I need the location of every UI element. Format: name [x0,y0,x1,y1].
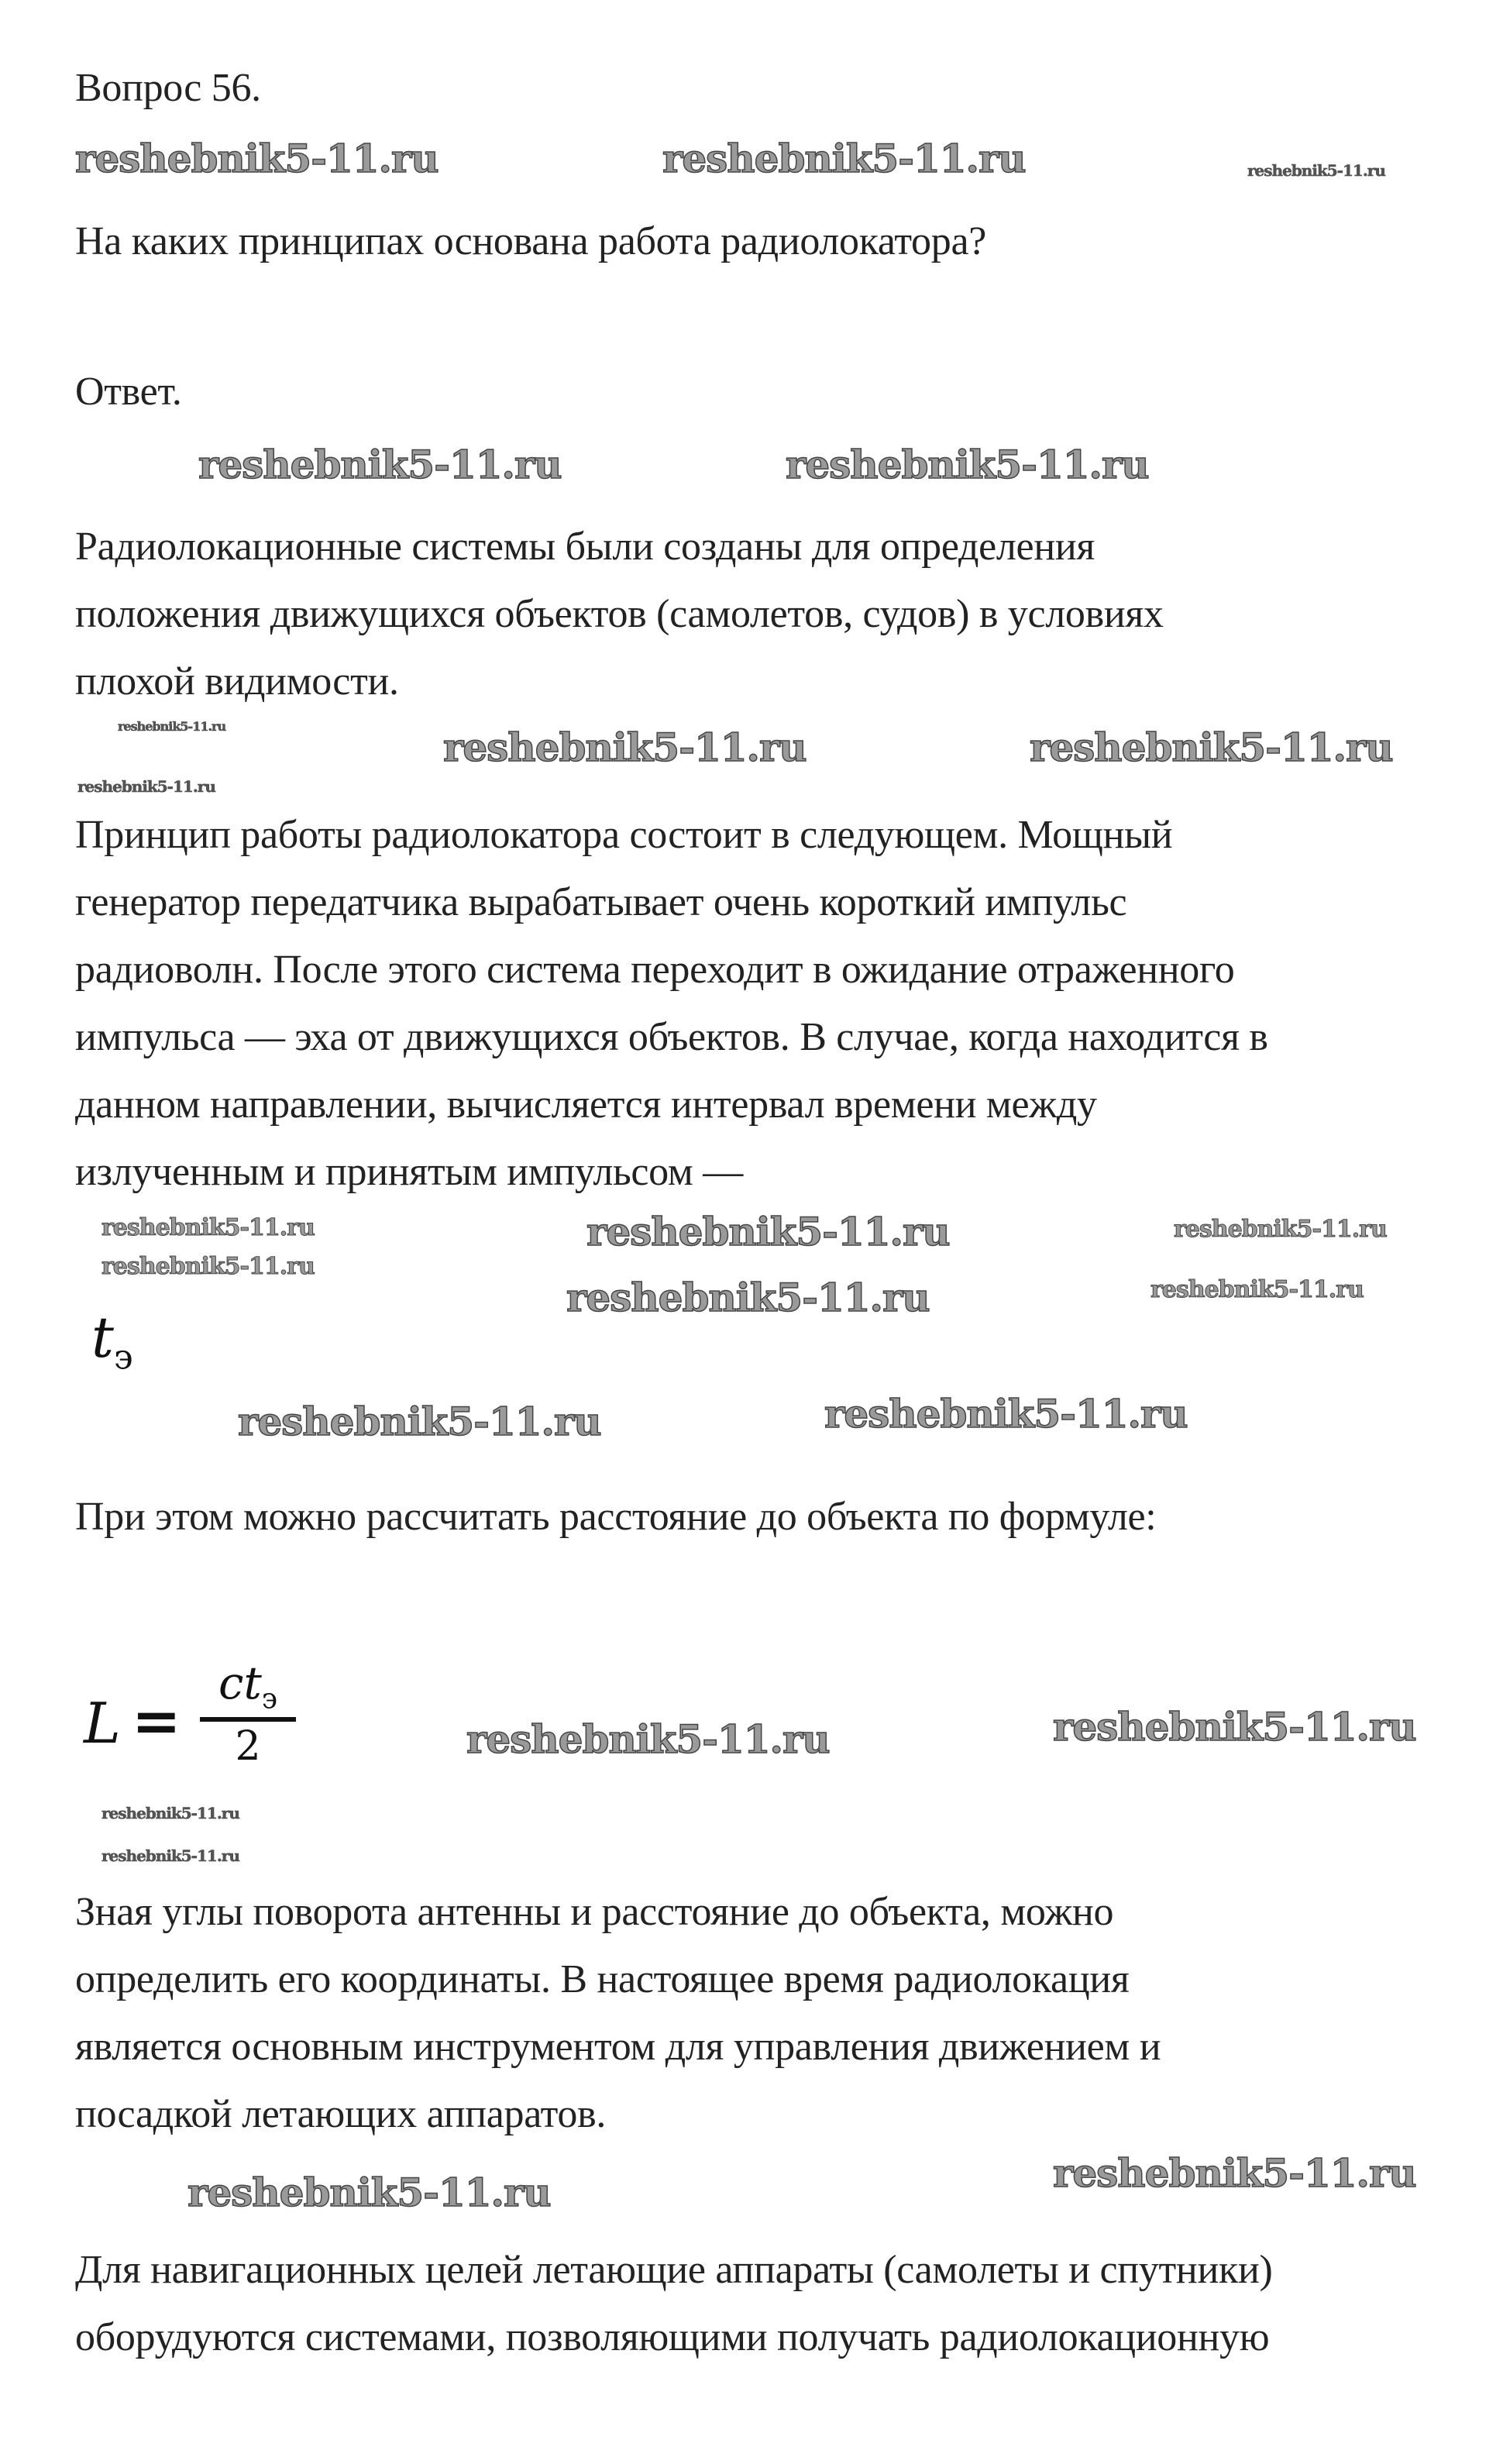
watermark: reshebnik5-11.ru [101,1253,315,1280]
watermark: reshebnik5-11.ru [466,1716,830,1762]
watermark: reshebnik5-11.ru [77,777,215,796]
paragraph-line: Для навигационных целей летающие аппараты (самолеты и спутники) [75,2248,1273,2292]
math-fraction [194,1657,302,1770]
watermark: reshebnik5-11.ru [101,1804,239,1822]
watermark: reshebnik5-11.ru [1030,724,1393,770]
math-lhs: L [84,1691,121,1756]
watermark: reshebnik5-11.ru [566,1275,930,1320]
paragraph-line: плохой видимости. [75,659,399,704]
paragraph-line: является основным инструментом для управления движением и [75,2025,1161,2069]
watermark: reshebnik5-11.ru [118,719,226,734]
watermark: reshebnik5-11.ru [75,136,439,181]
watermark: reshebnik5-11.ru [187,2170,551,2215]
watermark: reshebnik5-11.ru [443,724,807,770]
paragraph-line: При этом можно рассчитать расстояние до объекта по формуле: [75,1495,1157,1539]
paragraph-line: оборудуются системами, позволяющими получать радиолокационную [75,2315,1270,2359]
watermark: reshebnik5-11.ru [1053,2150,1416,2196]
math-denominator: 2 [235,1722,261,1770]
fraction-bar [200,1717,296,1722]
math-symbol: t [91,1305,114,1370]
math-numerator: $ct_э$ [218,1657,277,1716]
paragraph-line: излученным и принятым импульсом — [75,1150,743,1194]
paragraph-line: Радиолокационные системы были созданы для определения [75,525,1095,569]
math-equals: = [132,1686,181,1755]
watermark: reshebnik5-11.ru [101,1214,315,1241]
question-text: На каких принципах основана работа радиолокатора? [75,219,987,263]
paragraph-line: данном направлении, вычисляется интервал времени между [75,1082,1097,1127]
math-subscript: э [113,1337,133,1378]
watermark: reshebnik5-11.ru [1247,161,1385,180]
question-label: Вопрос 56. [75,66,261,110]
watermark: reshebnik5-11.ru [824,1391,1188,1437]
watermark: reshebnik5-11.ru [662,136,1026,181]
paragraph-line: положения движущихся объектов (самолетов, судов) в условиях [75,592,1164,636]
watermark: reshebnik5-11.ru [198,442,562,487]
paragraph-line: определить его координаты. В настоящее время радиолокация [75,1957,1130,2001]
answer-label: Ответ. [75,370,182,414]
formula-t-echo [91,1305,133,1378]
paragraph-line: Зная углы поворота антенны и расстояние до объекта, можно [75,1890,1114,1934]
watermark: reshebnik5-11.ru [1053,1704,1416,1750]
watermark: reshebnik5-11.ru [1174,1216,1387,1243]
watermark: reshebnik5-11.ru [1150,1276,1364,1303]
watermark: reshebnik5-11.ru [586,1209,950,1254]
watermark: reshebnik5-11.ru [101,1846,239,1865]
paragraph-line: Принцип работы радиолокатора состоит в следующем. Мощный [75,813,1173,857]
paragraph-line: посадкой летающих аппаратов. [75,2092,607,2136]
paragraph-line: генератор передатчика вырабатывает очень короткий импульс [75,880,1127,924]
paragraph-line: импульса — эха от движущихся объектов. В случае, когда находится в [75,1015,1268,1059]
paragraph-line: радиоволн. После этого система переходит в ожидание отраженного [75,948,1235,992]
watermark: reshebnik5-11.ru [238,1399,601,1444]
watermark: reshebnik5-11.ru [786,442,1149,487]
